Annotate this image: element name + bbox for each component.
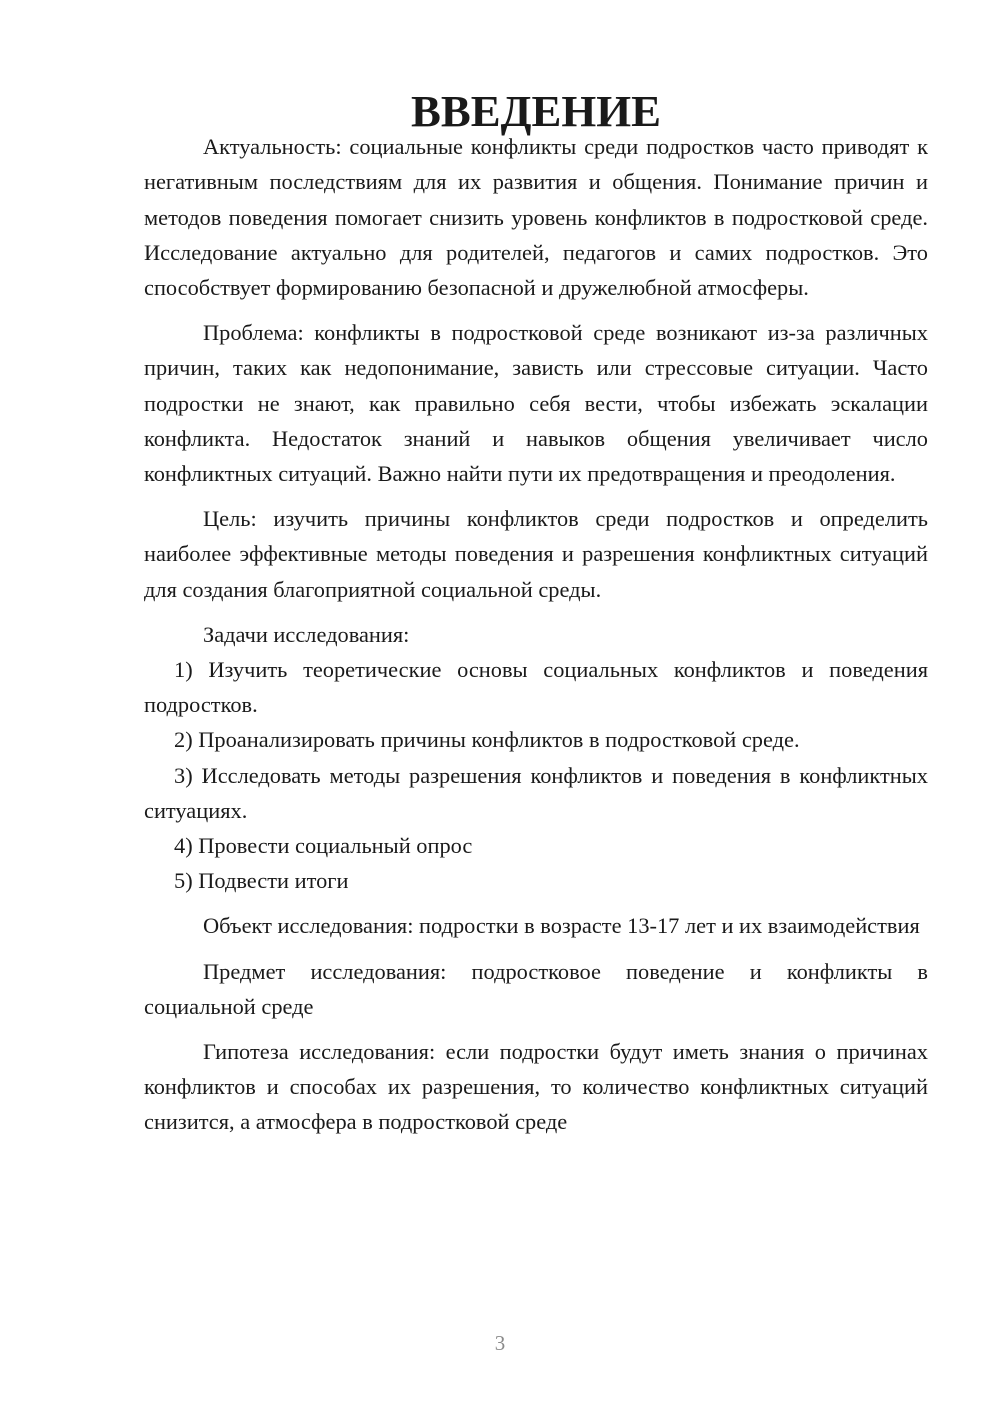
- tasks-heading: Задачи исследования:: [203, 621, 410, 647]
- problem-paragraph: Проблема: конфликты в подростковой среде возникают из-за различных причин, таких как недопонимание, зависть или стрессовые ситуации. Часто подростки не знают, как правильно себя вести, чтобы избежать эскалации конфликта. Недостаток знаний и навыков общения увеличивает число конфликтных ситуаций. Важно найти пути их предотвращения и преодоления.: [144, 320, 928, 487]
- relevance-paragraph: Актуальность: социальные конфликты среди подростков часто приводят к негативным последствиям для их развития и общения. Понимание причин и методов поведения помогает снизить уровень конфликтов в подростковой среде. Исследование актуально для родителей, педагогов и самих подростков. Это способствует формированию безопасной и дружелюбной атмосферы.: [144, 134, 928, 301]
- page-number: 3: [494, 1331, 506, 1355]
- task-item: 5) Подвести итоги: [174, 868, 349, 894]
- subject-paragraph: Предмет исследования: подростковое поведение и конфликты в социальной среде: [144, 958, 928, 1019]
- section-title: ВВЕДЕНИЕ: [411, 86, 661, 136]
- goal-paragraph: Цель: изучить причины конфликтов среди подростков и определить наиболее эффективные методы поведения и разрешения конфликтных ситуаций для создания благоприятной социальной среды.: [144, 506, 928, 602]
- page-content: [144, 86, 928, 1140]
- task-item: 2) Проанализировать причины конфликтов в подростковой среде.: [174, 727, 800, 753]
- object-paragraph: Объект исследования: подростки в возрасте 13-17 лет и их взаимодействия: [203, 913, 920, 939]
- tasks-list: [144, 652, 928, 898]
- task-item: 3) Исследовать методы разрешения конфликтов и поведения в конфликтных ситуациях.: [144, 762, 928, 823]
- task-item: 4) Провести социальный опрос: [174, 833, 473, 859]
- task-item: 1) Изучить теоретические основы социальных конфликтов и поведения подростков.: [144, 657, 928, 718]
- hypothesis-paragraph: Гипотеза исследования: если подростки будут иметь знания о причинах конфликтов и способах их разрешения, то количество конфликтных ситуаций снизится, а атмосфера в подростковой среде: [144, 1039, 928, 1135]
